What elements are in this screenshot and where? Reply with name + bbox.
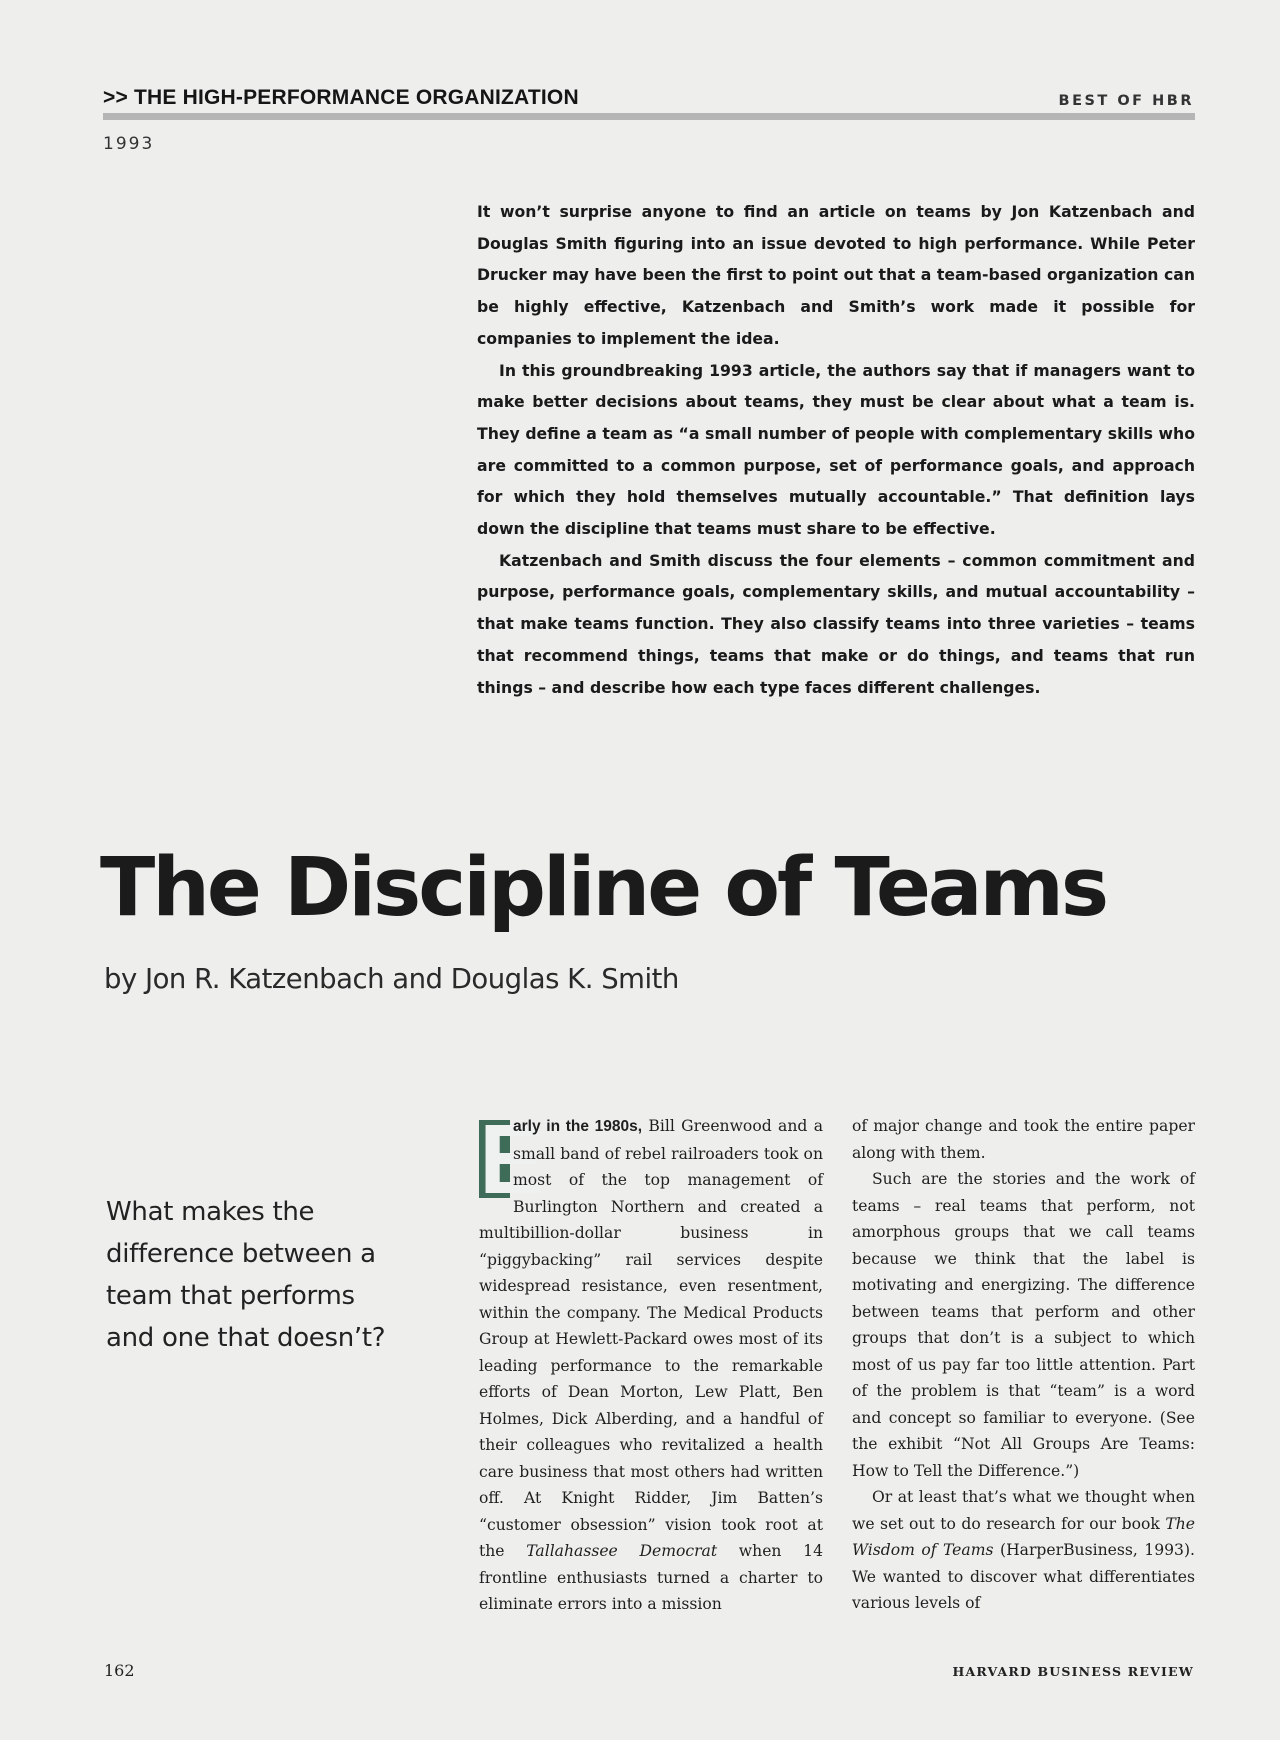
body-paragraph: Such are the stories and the work of teams – real teams that perform, not amorphous groups that we call teams because we think that the label is motivating and energizing. The difference between teams that perform and other groups that don’t is a subject to which most of us pay far too little attention. Part of the problem is that “team” is a word and concept so familiar to everyone. (See the exhibit “Not All Groups Are Teams: How to Tell the Difference.”) (852, 1170, 1195, 1480)
body-column-2 (852, 1113, 1195, 1617)
body-text: when 14 frontline enthusiasts turned a charter to eliminate errors into a mission (479, 1542, 823, 1613)
body-paragraph: of major change and took the entire paper along with them. (852, 1117, 1195, 1162)
article-title: The Discipline of Teams (100, 841, 1107, 935)
body-column-1 (479, 1104, 823, 1618)
body-text: Bill Greenwood and a small band of rebel railroaders took on most of the top management of Burlington Northern and created a multibillion-dollar business in “piggybacking” rail services despite widespread resistance, even resentment, within the company. The Medical Products Group at Hewlett-Packard owes most of its leading performance to the remarkable efforts of Dean Morton, Lew Platt, Ben Holmes, Dick Alberding, and a handful of their colleagues who revitalized a health care business that most others had written off. At Knight Ridder, Jim Batten’s “customer obsession” vision took root at the (479, 1117, 823, 1560)
book-title: The Wisdom of Teams (852, 1514, 1195, 1559)
intro-paragraph: In this groundbreaking 1993 article, the authors say that if managers want to make better decisions about teams, they must be clear about what a team is. They define a team as “a small number of people with complementary skills who are committed to a common purpose, set of performance goals, and approach for which they hold themselves mutually accountable.” That definition lays down the discipline that teams must share to be effective. (477, 360, 1195, 539)
pull-quote: What makes the difference between a team that performs and one that doesn’t? (106, 1197, 386, 1353)
drop-cap: E (479, 1104, 545, 1214)
publication-name: HARVARD BUSINESS REVIEW (952, 1664, 1194, 1679)
series-label: BEST OF HBR (1058, 93, 1194, 109)
body-text: Or at least that’s what we thought when we set out to do research for our book (852, 1488, 1195, 1533)
intro-text (477, 196, 1195, 703)
body-paragraph (852, 1484, 1195, 1617)
intro-paragraph: It won’t surprise anyone to find an article on teams by Jon Katzenbach and Douglas Smith figuring into an issue devoted to high performance. While Peter Drucker may have been the first to point out that a team-based organization can be highly effective, Katzenbach and Smith’s work made it possible for companies to implement the idea. (477, 202, 1195, 348)
newspaper-name: Tallahassee Democrat (526, 1542, 718, 1560)
page-number: 162 (104, 1661, 135, 1680)
byline: by Jon R. Katzenbach and Douglas K. Smith (104, 963, 679, 995)
intro-paragraph: Katzenbach and Smith discuss the four elements – common commitment and purpose, performance goals, complementary skills, and mutual accountability – that make teams function. They also classify teams into three varieties – teams that recommend things, teams that make or do things, and teams that run things – and describe how each type faces different challenges. (477, 550, 1195, 697)
section-header: >> THE HIGH-PERFORMANCE ORGANIZATION (103, 86, 579, 109)
body-text: (HarperBusiness, 1993). We wanted to discover what differentiates various levels of (852, 1541, 1196, 1612)
year-label: 1993 (103, 134, 155, 154)
header-rule (103, 113, 1195, 120)
lead-in: arly in the 1980s, (513, 1118, 643, 1135)
body-paragraph (479, 1104, 823, 1618)
